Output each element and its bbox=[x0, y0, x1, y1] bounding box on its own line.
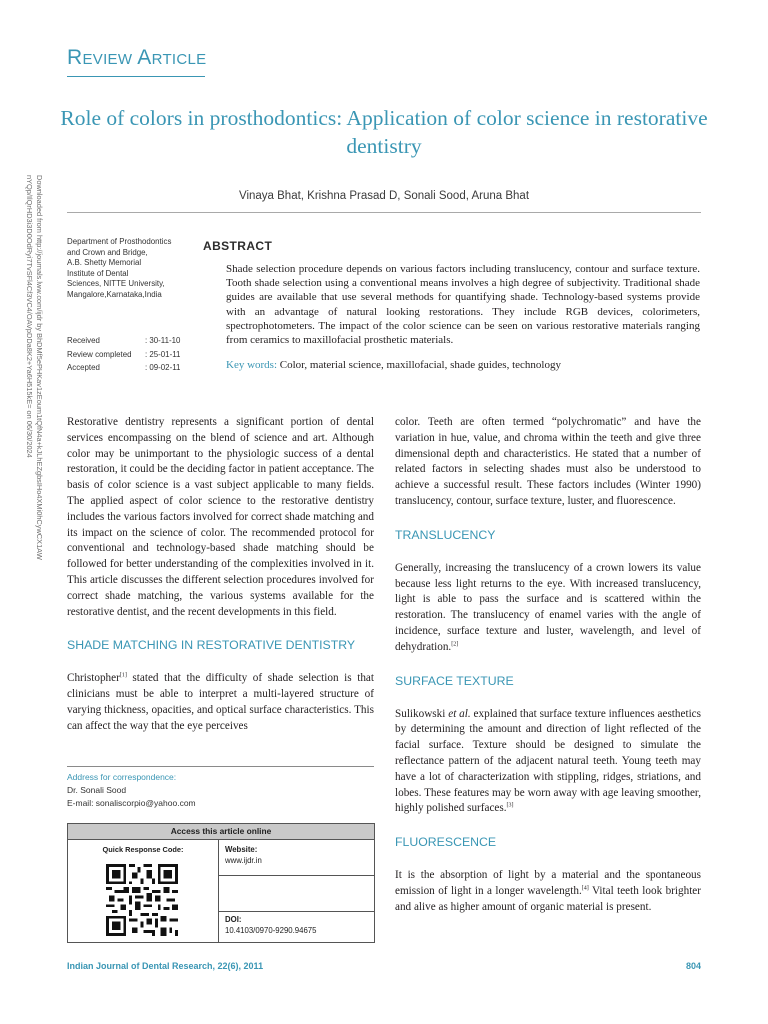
heading-surface-texture: SURFACE TEXTURE bbox=[395, 673, 514, 688]
body-right-column bbox=[395, 415, 701, 916]
affiliation-line: Sciences, NITTE University, bbox=[67, 279, 165, 289]
date-label: Accepted bbox=[67, 363, 100, 372]
box-divider bbox=[218, 840, 219, 942]
article-title: Role of colors in prosthodontics: Application of color science in restorative dentistry bbox=[60, 106, 708, 158]
shade-paragraph bbox=[67, 671, 374, 734]
fluorescence-text-1: It is the absorption of light by a material and the spontaneous emission of light in a longer wavelength. bbox=[395, 869, 701, 897]
affiliation-line: Mangalore,Karnataka,India bbox=[67, 289, 162, 299]
shade-text: stated that the difficulty of shade selection is that clinicians must be able to interpret a multi-layered structure of varying thickness, opacities, and optical surface characteristics. This can affect the way that the eye perceives bbox=[67, 672, 374, 732]
download-watermark bbox=[22, 175, 44, 645]
surface-text: explained that surface texture influences aesthetics by determining the amount and direction of light reflected of the facial surface. Texture should be designed to simulate the reflectance pattern of the adjacent natural teeth. Young teeth may have a lot of characterization with stippling, ridges, striations, and lobes. These features may be worn away with age leaving smoother, highly polished surfaces. bbox=[395, 707, 701, 815]
right-intro-paragraph: color. Teeth are often termed “polychromatic” and have the variation in hue, value, and chroma within the teeth and give three dimensional depth and characteristics. He stated that a number of related factors in selecting shades must also be understood to achieve a successful result. These factors includes (Winter 1990) translucency, contour, surface texture, luster, and fluorescence. bbox=[395, 416, 701, 507]
correspondence-name: Dr. Sonali Sood bbox=[67, 784, 127, 795]
affiliation-line: A.B. Shetty Memorial bbox=[67, 258, 142, 268]
intro-paragraph: Restorative dentistry represents a significant portion of dental services encompassing on the blend of science and art. Although color may be unimportant to the physiologic success of a dental restoration, it could be the deciding factor in patient acceptance. The basis of color science is a vast subject applicable to many fields. The applied aspect of color science to the restorative dentistry includes the various factors involved for correct shade matching and its impact on the science of color. The recommended protocol for conventional and technology-based shade matching should be followed for better understanding of the complexities involved in it. This article discusses the different selection procedures involved for correct shade matching, the various systems available for the restorative dentist, and the recent developments in this field. bbox=[67, 416, 374, 618]
watermark-line-1: Downloaded from http://journals.lww.com/ijdr by BhDMf5ePHKav1zEoum1tQfN4a+kJLhEZgbsIHo4XMi0hCywCX1AW bbox=[35, 175, 44, 560]
qr-label: Quick Response Code: bbox=[102, 845, 184, 854]
article-dates bbox=[67, 334, 180, 375]
website-label: Website: bbox=[225, 845, 258, 854]
date-label: Review completed bbox=[67, 349, 132, 359]
section-rule bbox=[67, 76, 205, 77]
box-divider bbox=[219, 875, 374, 876]
date-value: : 30-11-10 bbox=[145, 336, 181, 345]
page-number: 804 bbox=[685, 961, 701, 971]
affiliation-line: and Crown and Bridge, bbox=[67, 247, 148, 257]
correspondence-email[interactable]: E-mail: sonaliscorpio@yahoo.com bbox=[67, 797, 196, 808]
heading-shade-matching: SHADE MATCHING IN RESTORATIVE DENTISTRY bbox=[67, 638, 356, 653]
qr-code-icon[interactable] bbox=[106, 864, 178, 936]
correspondence bbox=[67, 771, 196, 809]
date-row bbox=[67, 348, 180, 362]
date-row bbox=[67, 334, 180, 348]
date-value: : 09-02-11 bbox=[145, 363, 181, 372]
affiliation-line: Institute of Dental bbox=[67, 268, 129, 278]
abstract-text: Shade selection procedure depends on various factors including translucency, contour and surface texture. Tooth shade selection using a conventional means involves a high degree of subjectivity. Traditional shade guides are available that use several methods for quantifying shade. Technology-based systems provide with an advantage of natural looking restorations. They include RGB devices, colorimeters, spectrophotometers. The impact of the color science can be seen on various restorative materials ranging from ceramics to maxillofacial prosthetic materials. bbox=[226, 263, 700, 347]
author-list: Vinaya Bhat, Krishna Prasad D, Sonali Sood, Aruna Bhat bbox=[238, 190, 530, 202]
ref-2[interactable]: [2] bbox=[451, 641, 459, 648]
affiliation-line: Department of Prosthodontics bbox=[67, 237, 172, 246]
journal-footer: Indian Journal of Dental Research, 22(6), 2011 bbox=[67, 961, 264, 971]
doi-value[interactable]: 10.4103/0970-9290.94675 bbox=[225, 925, 317, 935]
body-left-column bbox=[67, 415, 374, 735]
citation-author: Christopher bbox=[67, 672, 120, 685]
watermark-line-2: nYQp/IlQrHD3i3D0OdRyi7TvSFl4Cf3VC4/OAVpDDa8K2+Ya6H515kE= on 06/30/2024 bbox=[25, 175, 34, 458]
section-label: Review Article bbox=[67, 46, 207, 69]
affiliation bbox=[67, 237, 207, 301]
heading-translucency: TRANSLUCENCY bbox=[395, 527, 496, 542]
ref-4[interactable]: [4] bbox=[581, 885, 589, 892]
surface-etal: et al. bbox=[448, 707, 471, 720]
keywords-list: Color, material science, maxillofacial, shade guides, technology bbox=[279, 359, 561, 371]
date-row bbox=[67, 361, 180, 375]
translucency-text: Generally, increasing the translucency of a crown lowers its value because less light returns to the eye. With increased translucency, light is able to pass the surface and is scattered within the restoration. The translucency of enamel varies with the angle of incidence, surface texture and luster, wavelength, and level of dehydration. bbox=[395, 561, 701, 653]
correspondence-label: Address for correspondence: bbox=[67, 772, 177, 782]
correspondence-divider bbox=[67, 766, 374, 767]
date-value: : 25-01-11 bbox=[145, 349, 181, 359]
keywords-label: Key words: bbox=[226, 359, 278, 371]
doi-label: DOI: bbox=[225, 915, 242, 924]
keywords bbox=[226, 359, 561, 371]
website-block bbox=[225, 845, 262, 866]
surface-author: Sulikowski bbox=[395, 707, 449, 720]
date-label: Received bbox=[67, 336, 100, 345]
fluorescence-text-2: Vital teeth look brighter and alive as higher amount of organic material is present. bbox=[395, 884, 701, 913]
box-divider bbox=[219, 911, 374, 912]
surface-paragraph bbox=[395, 707, 701, 818]
website-link[interactable]: www.ijdr.in bbox=[225, 855, 262, 865]
access-article-box bbox=[67, 823, 375, 943]
heading-fluorescence: FLUORESCENCE bbox=[395, 835, 497, 850]
author-divider bbox=[67, 212, 701, 213]
abstract-heading: ABSTRACT bbox=[203, 239, 273, 253]
translucency-paragraph bbox=[395, 561, 701, 656]
access-box-title: Access this article online bbox=[68, 824, 374, 840]
ref-1[interactable]: [1] bbox=[119, 672, 127, 679]
fluorescence-paragraph bbox=[395, 868, 701, 915]
doi-block bbox=[225, 915, 316, 936]
ref-3[interactable]: [3] bbox=[506, 802, 514, 809]
